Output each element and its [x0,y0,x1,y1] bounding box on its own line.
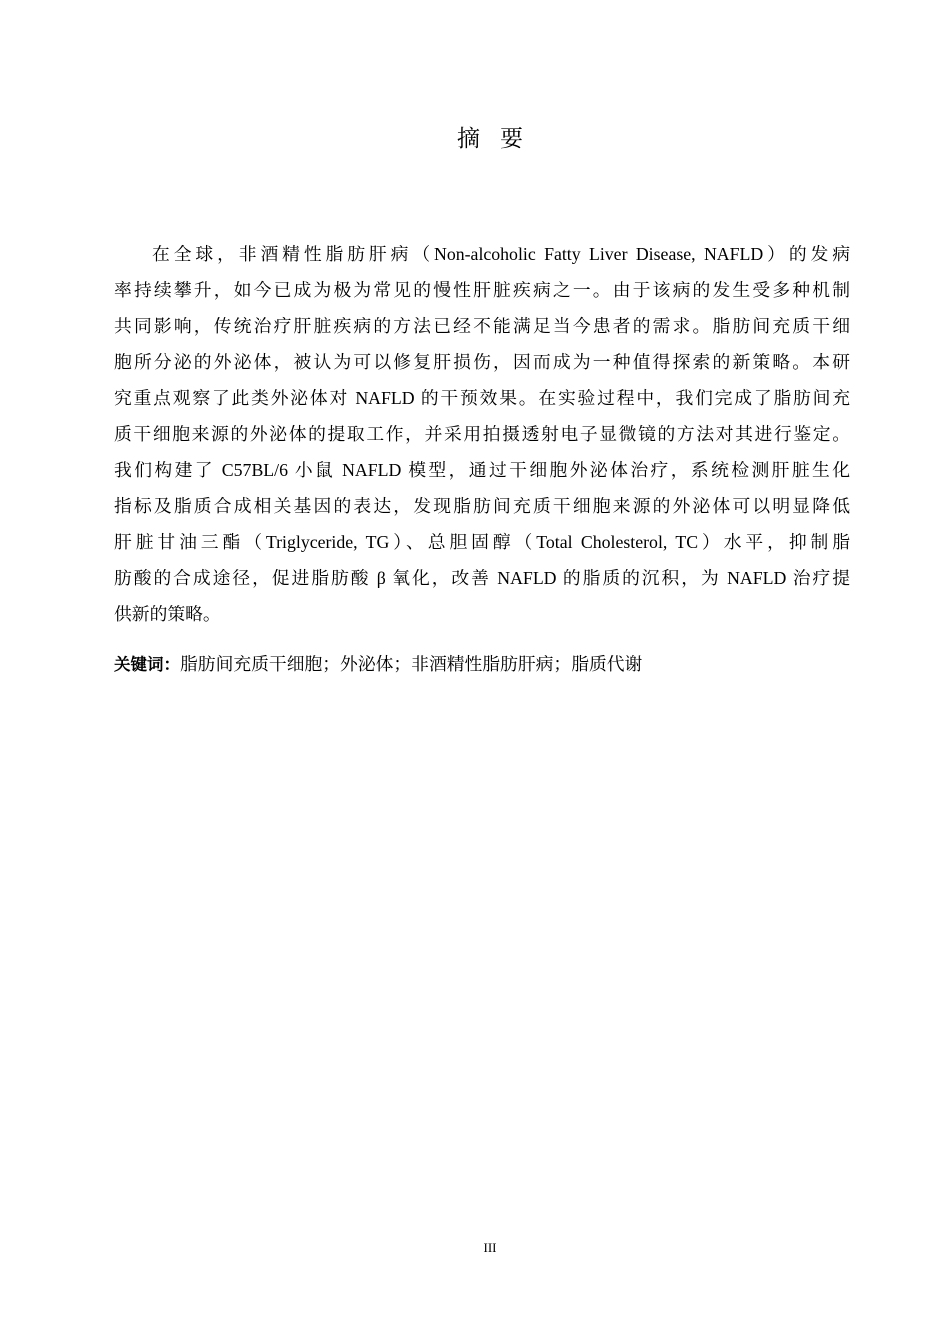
abstract-line-3: 共同影响，传统治疗肝脏疾病的方法已经不能满足当今患者的需求。脂肪间充质干细 [114,316,850,336]
abstract-line-11: 供新的策略。 [114,604,221,624]
abstract-line-2: 率持续攀升，如今已成为极为常见的慢性肝脏疾病之一。由于该病的发生受多种机制 [114,280,850,300]
keywords-line [114,646,642,682]
abstract-line-9: 肝脏甘油三酯（Triglyceride, TG）、总胆固醇（Total Cholesterol, TC）水平，抑制脂 [114,532,850,552]
page-number: III [483,1240,497,1255]
abstract-line-10: 肪酸的合成途径，促进脂肪酸 β 氧化，改善 NAFLD 的脂质的沉积，为 NAFLD 治疗提 [114,568,850,588]
keywords-label: 关键词： [114,655,180,674]
abstract-line-6: 质干细胞来源的外泌体的提取工作，并采用拍摄透射电子显微镜的方法对其进行鉴定。 [114,424,850,444]
abstract-line-8: 指标及脂质合成相关基因的表达，发现脂肪间充质干细胞来源的外泌体可以明显降低 [114,496,850,516]
abstract-line-7: 我们构建了 C57BL/6 小鼠 NAFLD 模型，通过干细胞外泌体治疗，系统检测肝脏生化 [114,460,850,480]
abstract-line-1: 在全球，非酒精性脂肪肝病（Non-alcoholic Fatty Liver Disease, NAFLD）的发病 [152,244,850,264]
abstract-line-5: 究重点观察了此类外泌体对 NAFLD 的干预效果。在实验过程中，我们完成了脂肪间充 [114,388,850,408]
page-title [0,122,950,156]
keywords-text: 脂肪间充质干细胞；外泌体；非酒精性脂肪肝病；脂质代谢 [180,654,643,674]
abstract-body [114,236,850,632]
title-char-2: 要 [500,126,523,152]
abstract-line-4: 胞所分泌的外泌体，被认为可以修复肝损伤，因而成为一种值得探索的新策略。本研 [114,352,850,372]
title-char-1: 摘 [457,126,480,152]
